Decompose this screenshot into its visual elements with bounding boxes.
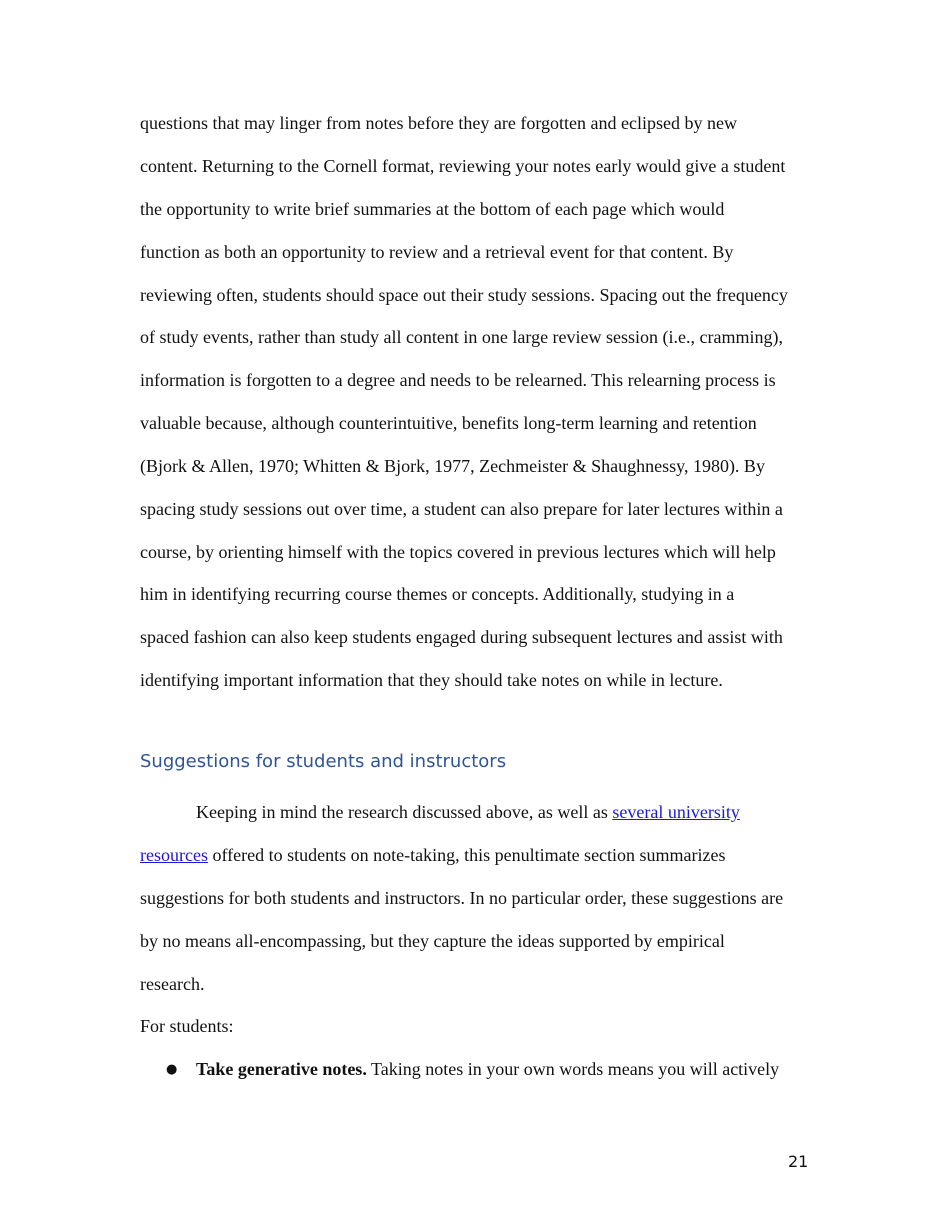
paragraph-line: identifying important information that they should take notes on while in lecture. [140, 670, 723, 690]
paragraph-line: information is forgotten to a degree and needs to be relearned. This relearning process is [140, 370, 776, 390]
text-segment: offered to students on note-taking, this penultimate section summarizes [207, 845, 726, 865]
paragraph-line: course, by orienting himself with the topics covered in previous lectures which will help [140, 542, 776, 562]
paragraph-line: function as both an opportunity to review and a retrieval event for that content. By [140, 242, 734, 262]
section-paragraph-line: suggestions for both students and instructors. In no particular order, these suggestions are [140, 888, 784, 908]
bullet-bold-text: Take generative notes. [196, 1059, 367, 1079]
paragraph-line: him in identifying recurring course themes or concepts. Additionally, studying in a [140, 584, 735, 604]
paragraph-line: the opportunity to write brief summaries at the bottom of each page which would [140, 199, 725, 219]
page-number: 21 [788, 1152, 809, 1171]
section-paragraph-line [140, 843, 726, 867]
paragraph-line: content. Returning to the Cornell format, reviewing your notes early would give a student [140, 156, 786, 176]
paragraph-line: valuable because, although counterintuitive, benefits long-term learning and retention [140, 413, 757, 433]
section-paragraph-line: by no means all-encompassing, but they capture the ideas supported by empirical [140, 931, 725, 951]
paragraph-line: (Bjork & Allen, 1970; Whitten & Bjork, 1977, Zechmeister & Shaughnessy, 1980). By [140, 456, 765, 476]
paragraph-line: spaced fashion can also keep students engaged during subsequent lectures and assist with [140, 627, 783, 647]
bullet-icon: ● [166, 1062, 178, 1077]
section-paragraph-line [196, 800, 740, 824]
text-segment: Keeping in mind the research discussed above, as well as [196, 802, 613, 822]
for-students-label: For students: [140, 1016, 234, 1036]
paragraph-line: reviewing often, students should space out their study sessions. Spacing out the frequency [140, 285, 788, 305]
paragraph-line: of study events, rather than study all content in one large review session (i.e., cramming), [140, 327, 783, 347]
section-heading: Suggestions for students and instructors [140, 751, 507, 772]
paragraph-line: questions that may linger from notes before they are forgotten and eclipsed by new [140, 113, 737, 133]
university-resources-link-continued[interactable]: resources [140, 845, 208, 865]
bullet-item [196, 1057, 779, 1081]
bullet-text: Taking notes in your own words means you will actively [366, 1059, 780, 1079]
paragraph-line: spacing study sessions out over time, a student can also prepare for later lectures within a [140, 499, 783, 519]
university-resources-link[interactable]: several university [612, 802, 740, 822]
section-paragraph-line: research. [140, 974, 205, 994]
